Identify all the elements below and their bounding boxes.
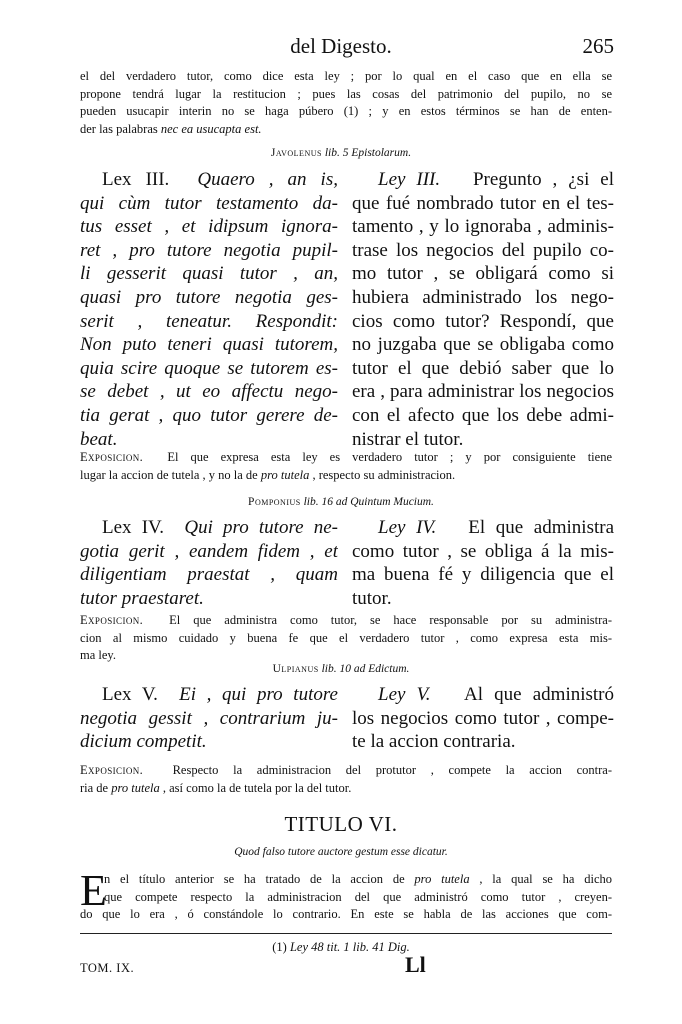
spanish-line: como tutor , se obliga á la mis- <box>352 540 614 562</box>
lex4-latin <box>80 516 338 610</box>
latin-line: gotia gerit , eandem fidem , et <box>80 540 338 562</box>
latin-line: quasi pro tutore negotia ges- <box>80 286 338 308</box>
running-title: del Digesto. <box>290 34 392 58</box>
footnote-marker: (1) <box>272 940 287 954</box>
spanish-line: ma buena fé y diligencia que el <box>352 564 614 586</box>
lex3-source: lib. 5 Epistolarum. <box>324 147 412 159</box>
latin-line: Lex III. Quaero , an is, <box>80 168 338 192</box>
latin-line: ret , pro tutore negotia pupil- <box>80 239 338 261</box>
volume-label: TOM. IX. <box>80 961 135 975</box>
lex3-heading: Lex III. <box>102 169 170 190</box>
lex4-heading: Lex IV. <box>102 517 165 538</box>
lex3-spanish <box>352 168 614 451</box>
intro-note-line: el del verdadero tutor, como dice esta ley ; por lo qual en el caso que en ella se <box>80 69 612 83</box>
latin-line: Lex V. Ei , qui pro tutore <box>80 683 338 707</box>
lex4-source-b: ad Quintum Mucium. <box>335 496 434 508</box>
lex4-spanish <box>352 516 614 610</box>
exposicion-label: Exposicion. <box>80 613 144 627</box>
spanish-line: los negocios como tutor , compe- <box>352 707 614 729</box>
lex4-attribution <box>0 496 682 508</box>
lex5-exposicion <box>80 762 612 797</box>
section-title: TITULO VI. <box>284 812 398 836</box>
intro-line: que compete respecto la administracion del que administró como tutor , creyen- <box>104 889 612 904</box>
spanish-line: no juzgaba que se obligaba como <box>352 334 614 356</box>
exposicion-line: ria de pro tutela , así como la de tutela por la del tutor. <box>80 780 352 795</box>
spanish-line: hubiera administrado los nego- <box>352 286 614 308</box>
spanish-line: tamento , y lo ignoraba , adminis- <box>352 216 614 238</box>
lex5-source: lib. 10 ad Edictum. <box>321 663 410 675</box>
spanish-line: Ley III. Pregunto , ¿si el <box>352 168 614 192</box>
latin-line: tia gerat , quo tutor gerere de- <box>80 404 338 426</box>
exposicion-label: Exposicion. <box>80 763 144 777</box>
lex3-latin <box>80 168 338 451</box>
latin-line: quia scire quoque se tutorem es- <box>80 357 338 379</box>
intro-note-line: der las palabras nec ea usucapta est. <box>80 121 262 136</box>
lex5-latin <box>80 683 338 754</box>
lex3-attribution <box>0 147 682 159</box>
latin-line: serit , teneatur. Respondit: <box>80 310 338 332</box>
lex5-attribution <box>0 663 682 675</box>
spanish-line: cios como tutor? Respondí, que <box>352 310 614 332</box>
pro-tutela-italic: pro tutela <box>111 780 160 795</box>
intro-note <box>80 68 612 138</box>
latin-line: dicium competit. <box>80 731 207 753</box>
lex4-source-a: lib. 16 <box>303 496 333 508</box>
ley3-heading: Ley III. <box>378 169 441 190</box>
lex3-author: Javolenus <box>270 147 322 159</box>
lex3-exposicion <box>80 449 612 484</box>
spanish-line: te la accion contraria. <box>352 731 516 753</box>
exposicion-line: lugar la accion de tutela , y no la de pro tutela , respecto su administracion. <box>80 467 456 482</box>
exposicion-line: ma ley. <box>80 648 116 662</box>
spanish-line: tutor. <box>352 587 392 609</box>
intro-note-line: pueden usucapir interin no se haga púbero (1) ; y en estos términos se han de enten- <box>80 104 612 118</box>
ley5-heading: Ley V. <box>378 684 431 705</box>
latin-line: tutor praestaret. <box>80 587 204 609</box>
ley4-heading: Ley IV. <box>378 517 437 538</box>
footnote <box>0 940 682 955</box>
intro-line: do que lo era , ó constándole lo contrario. En este se habla de las acciones que com- <box>80 907 612 921</box>
exposicion-line: Exposicion. El que administra como tutor, se hace responsable por su administra- <box>80 613 612 627</box>
latin-line: Lex IV. Qui pro tutore ne- <box>80 516 338 540</box>
latin-line: se debet , ut eo affectu nego- <box>80 381 338 403</box>
intro-note-italic: nec ea usucapta est. <box>160 121 262 136</box>
footnote-text: Ley 48 tit. 1 lib. 41 Dig. <box>289 940 410 954</box>
latin-line: li gesserit quasi tutor , an, <box>80 263 338 285</box>
exposicion-line: cion al mismo cuidado y buena fe que el verdadero tutor , como expresa esta mis- <box>80 630 612 645</box>
spanish-line: con el afecto que los debe admi- <box>352 404 614 426</box>
spanish-line: era , para administrar los negocios <box>352 381 614 403</box>
exposicion-label: Exposicion. <box>80 450 144 464</box>
page-number: 265 <box>582 34 614 58</box>
spanish-line: que fué nombrado tutor en el tes- <box>352 192 614 214</box>
spanish-line: Ley IV. El que administra <box>352 516 614 540</box>
dropcap: E <box>80 866 107 915</box>
lex5-author: Ulpianus <box>272 663 319 675</box>
intro-note-line: propone tendrá lugar la restitucion ; pues las cosas del patrimonio del pupilo, no se <box>80 86 612 101</box>
spanish-line: Ley V. Al que administró <box>352 683 614 707</box>
spanish-line: trase los negocios del pupilo co- <box>352 239 614 261</box>
lex5-heading: Lex V. <box>102 684 158 705</box>
lex5-spanish <box>352 683 614 754</box>
signature-mark: Ll <box>405 952 426 977</box>
spanish-line: tutor el que debió saber que lo <box>352 357 614 379</box>
latin-line: beat. <box>80 428 118 450</box>
pro-tutela-italic: pro tutela <box>260 467 310 482</box>
latin-line: qui cùm tutor testamento da- <box>80 192 338 214</box>
latin-line: Non puto teneri quasi tutorem, <box>80 334 338 356</box>
latin-line: negotia gessit , contrarium ju- <box>80 707 338 729</box>
titulo-intro <box>80 866 612 924</box>
exposicion-line: Exposicion. Respecto la administracion del protutor , compete la accion contra- <box>80 763 612 777</box>
pro-tutela-italic: pro tutela <box>414 872 470 886</box>
section-subtitle: Quod falso tutore auctore gestum esse dicatur. <box>234 846 448 858</box>
latin-line: diligentiam praestat , quam <box>80 564 338 586</box>
latin-line: tus esset , et idipsum ignora- <box>80 216 338 238</box>
intro-line: n el título anterior se ha tratado de la accion de pro tutela , la qual se ha dicho <box>104 872 612 886</box>
spanish-line: nistrar el tutor. <box>352 428 464 450</box>
footnote-rule <box>80 933 612 934</box>
spanish-line: mo tutor , se obligará como si <box>352 263 614 285</box>
exposicion-line: Exposicion. El que expresa esta ley es verdadero tutor ; y por consiguiente tiene <box>80 450 612 464</box>
lex4-author: Pomponius <box>248 496 301 508</box>
lex4-exposicion <box>80 612 612 665</box>
